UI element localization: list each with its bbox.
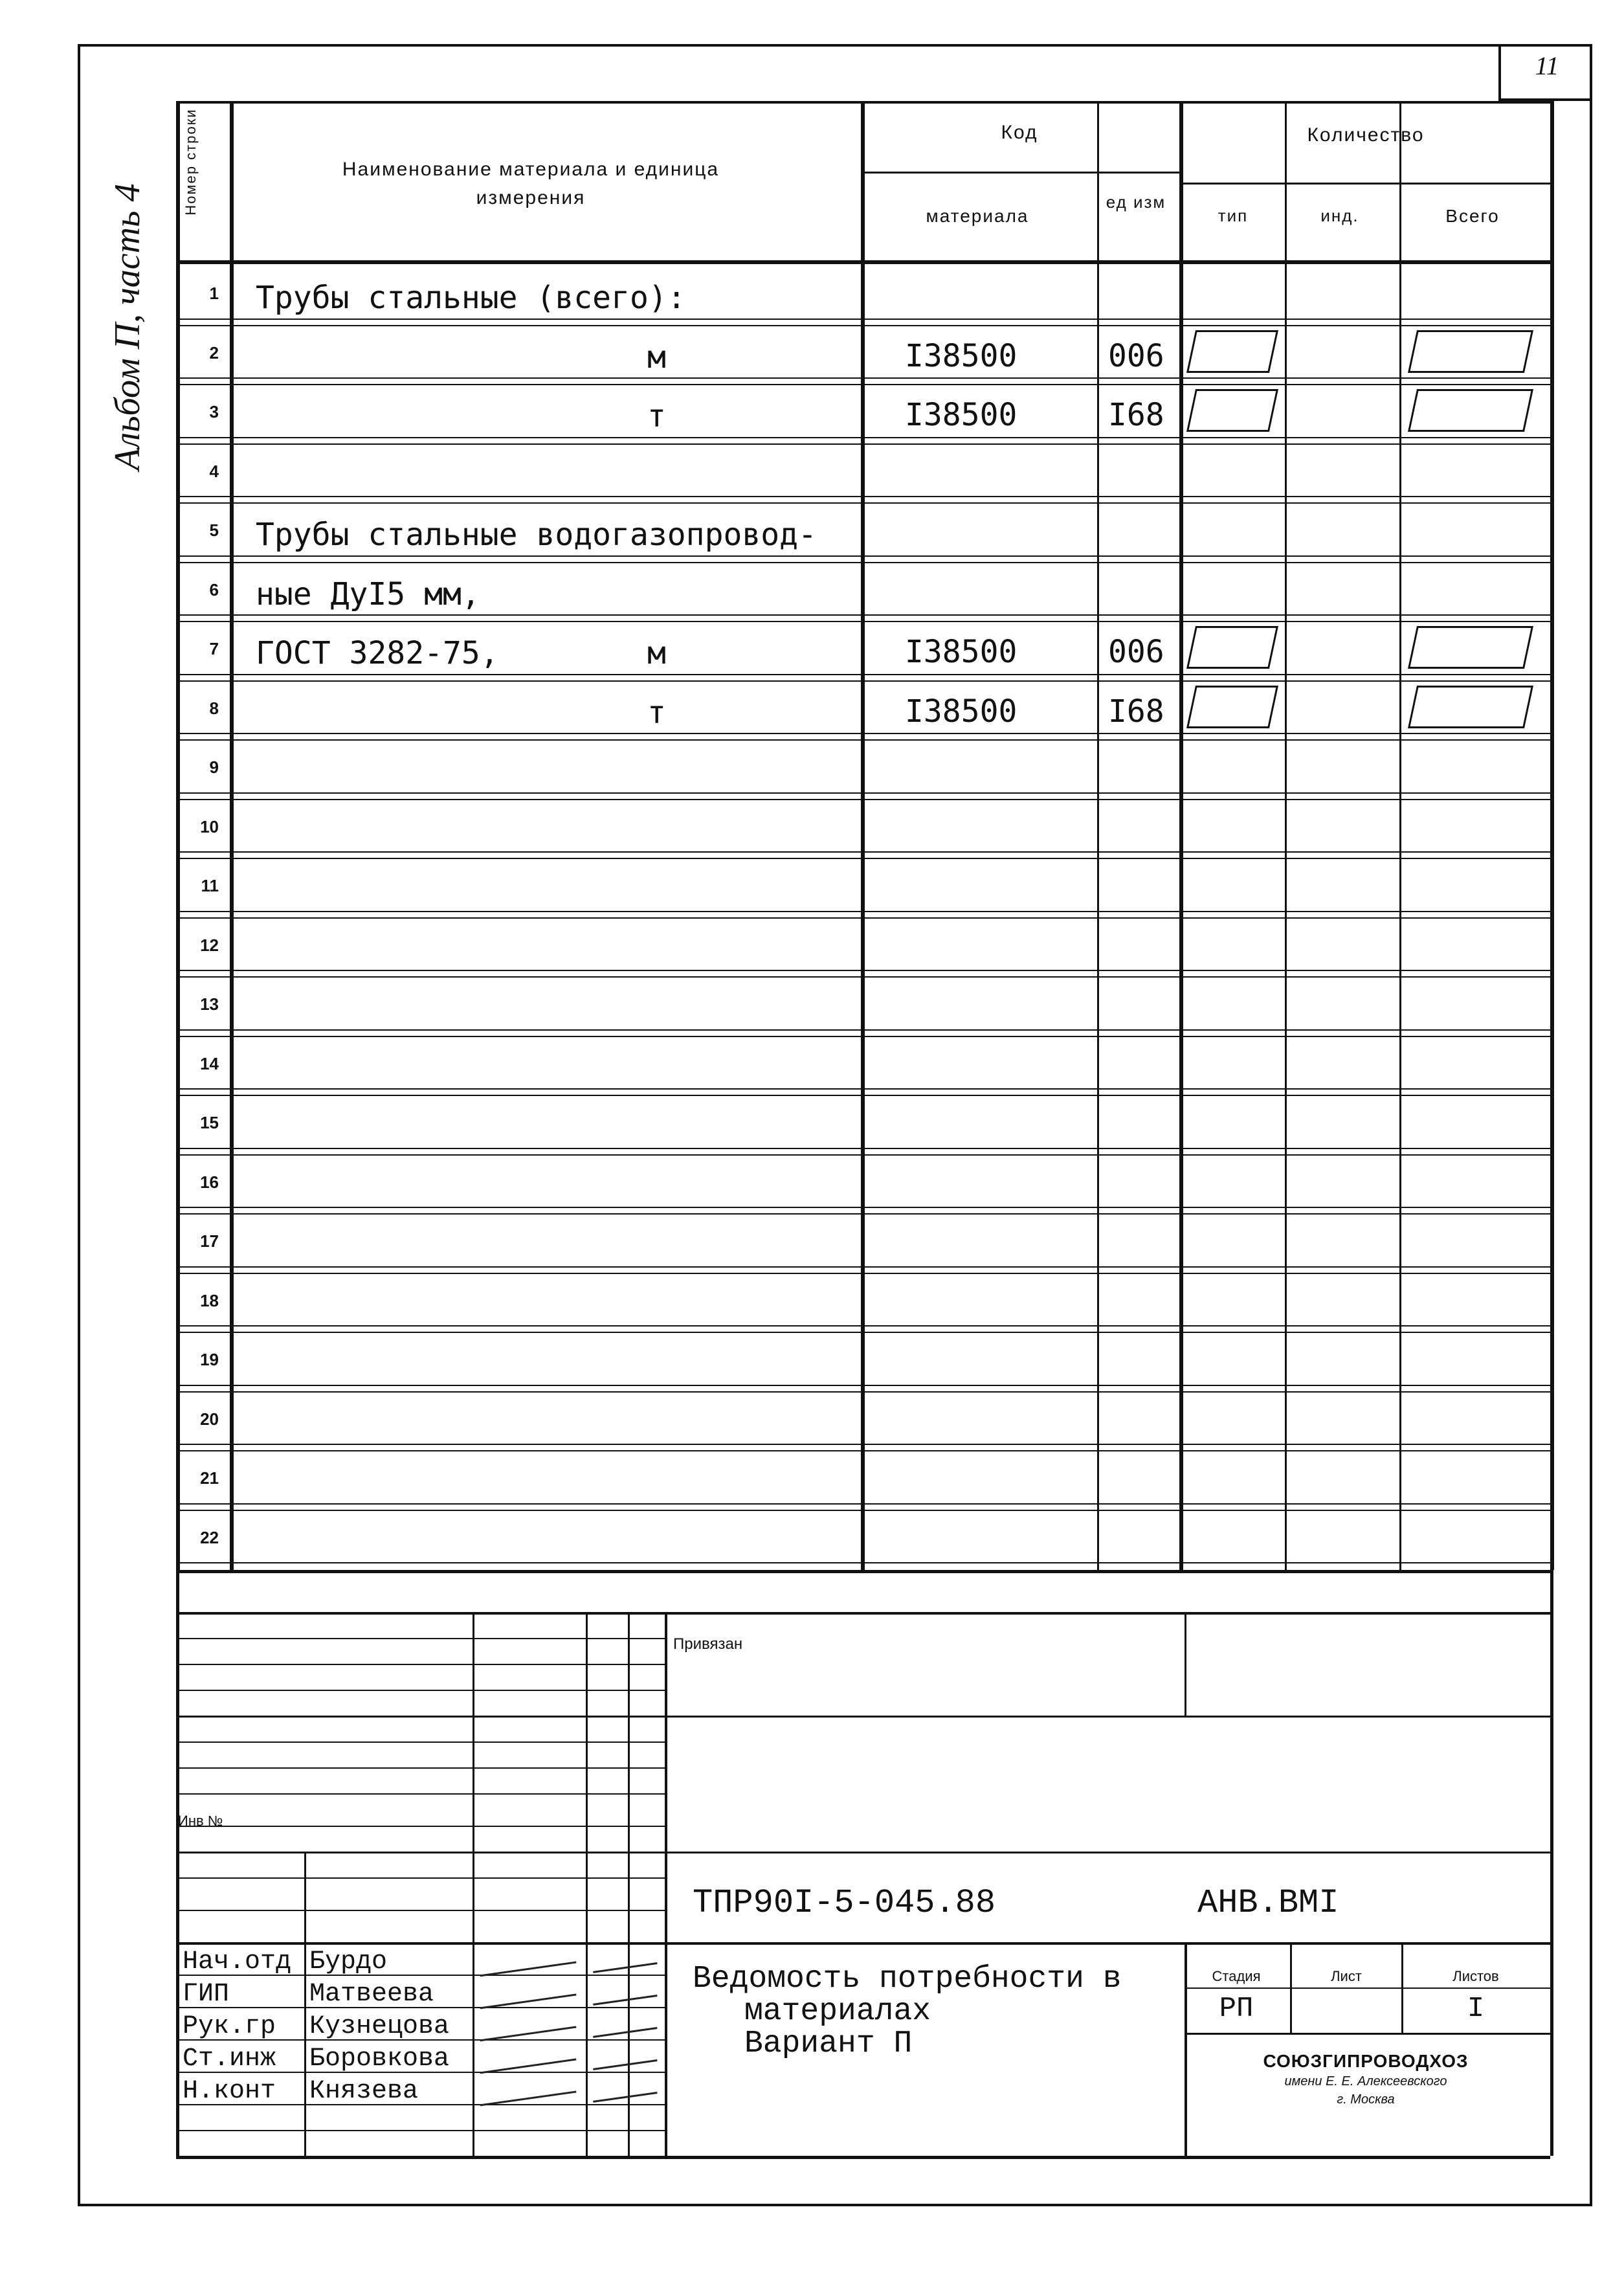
sheets-value: I (1467, 1993, 1485, 2025)
stage-value: РП (1219, 1993, 1254, 2025)
doc-code: ТПР90I-5-045.88 (693, 1884, 996, 1922)
row-unit-code: 006 (1108, 634, 1164, 670)
signatory-role: Н.конт (183, 2077, 276, 2106)
title-block-line (176, 1826, 665, 1827)
signatory-role: Рук.гр (183, 2012, 276, 2041)
row-number: 18 (200, 1290, 219, 1310)
table-row-line (176, 1266, 1550, 1268)
signatory-name: Кузнецова (309, 2012, 450, 2041)
doc-title-line-2: материалах (744, 1994, 931, 2029)
table-bottom-border (176, 1570, 1550, 1573)
title-block-line (1185, 1987, 1550, 1989)
table-column-line (1097, 101, 1099, 1570)
table-row-line (176, 437, 1550, 438)
qty-type-box[interactable] (1186, 330, 1278, 373)
row-number: 1 (209, 284, 219, 303)
row-unit-code: I68 (1108, 693, 1164, 730)
row-unit-code: 006 (1108, 337, 1164, 374)
row-number: 12 (200, 935, 219, 955)
doc-title-line-1: Ведомость потребности в (693, 1962, 1122, 1997)
row-unit-code: I68 (1108, 397, 1164, 433)
org-name: СОЮЗГИПРОВОДХОЗ (1263, 2051, 1469, 2071)
table-row-line (176, 1444, 1550, 1445)
row-number: 14 (200, 1053, 219, 1073)
table-column-line (1550, 101, 1554, 1570)
title-block-line (176, 2130, 665, 2131)
qty-total-box[interactable] (1408, 686, 1533, 728)
title-block-line (176, 1767, 665, 1769)
table-row-line (176, 1332, 1550, 1333)
row-number: 7 (209, 639, 219, 658)
header-name: Наименование материала и единица измерения (342, 159, 720, 208)
row-number: 9 (209, 757, 219, 777)
table-row-line (176, 1391, 1550, 1393)
table-column-line (1285, 101, 1287, 1570)
table-row-line (176, 1325, 1550, 1327)
title-block-line (665, 1612, 667, 2156)
title-block-line (176, 1638, 665, 1639)
table-row-line (176, 502, 1550, 504)
doc-title-line-3: Вариант П (744, 2026, 913, 2061)
table-row-line (176, 1385, 1550, 1386)
row-material-code: I38500 (905, 337, 1018, 374)
signatory-role: Нач.отд (183, 1947, 292, 1976)
table-row-line (176, 496, 1550, 497)
header-qty-total: Всего (1445, 206, 1500, 226)
header-qty-ind: инд. (1320, 206, 1359, 225)
row-number: 20 (200, 1409, 219, 1429)
inv-label: Инв № (178, 1813, 223, 1829)
qty-type-box[interactable] (1186, 389, 1278, 432)
header-row-number: Номер строки (183, 108, 199, 216)
table-row-line (176, 377, 1550, 379)
stage-label: Стадия (1212, 1968, 1261, 1984)
title-block-line (176, 1942, 1550, 1945)
table-row-line (176, 792, 1550, 794)
table-column-line (230, 101, 234, 1570)
table-row-line (176, 1088, 1550, 1090)
signatory-role: Ст.инж (183, 2044, 276, 2074)
signatory-role: ГИП (183, 1980, 230, 2009)
table-row-line (176, 917, 1550, 919)
table-column-line (1399, 101, 1401, 1570)
title-block-line (176, 1716, 1550, 1718)
qty-type-box[interactable] (1186, 626, 1278, 669)
table-row-line (176, 443, 1550, 445)
title-block-line (176, 1852, 1550, 1853)
row-unit-label: т (647, 694, 666, 731)
row-unit-label: м (647, 339, 666, 375)
title-block-line (176, 1910, 665, 1911)
table-row-line (176, 1450, 1550, 1451)
row-name: Трубы стальные водогазопровод- (256, 517, 817, 553)
row-name: ГОСТ 3282-75, (256, 635, 499, 671)
table-row-line (176, 555, 1550, 557)
table-row-line (176, 1036, 1550, 1037)
title-block-line (1290, 1942, 1292, 2033)
row-number: 10 (200, 816, 219, 836)
org-city: г. Москва (1337, 2092, 1395, 2107)
org-subtitle: имени Е. Е. Алексеевского (1284, 2074, 1447, 2088)
side-label: Альбом П, часть 4 (107, 183, 148, 471)
table-row-line (176, 621, 1550, 622)
table-row-line (176, 1148, 1550, 1149)
title-block-line (304, 1852, 306, 2156)
table-row-line (176, 739, 1550, 741)
row-number: 22 (200, 1527, 219, 1547)
table-row-line (176, 976, 1550, 978)
signatory-name: Матвеева (309, 1980, 434, 2009)
header-code-divider (861, 172, 1179, 174)
attached-label: Привязан (673, 1635, 743, 1653)
doc-suffix: АНВ.ВМI (1197, 1884, 1339, 1922)
row-material-code: I38500 (905, 397, 1018, 433)
title-block-line (176, 1877, 665, 1879)
title-block-line (473, 1612, 474, 2156)
table-row-line (176, 799, 1550, 800)
title-block-line (1401, 1942, 1403, 2033)
table-row-line (176, 614, 1550, 616)
sheet-label: Лист (1331, 1968, 1362, 1984)
table-row-line (176, 1154, 1550, 1156)
table-column-line (861, 101, 865, 1570)
row-number: 21 (200, 1468, 219, 1488)
sheets-label: Листов (1452, 1968, 1499, 1984)
table-column-line (1179, 101, 1183, 1570)
page-number: 11 (1535, 51, 1559, 80)
table-row-line (176, 733, 1550, 734)
header-code-material: материала (926, 206, 1029, 226)
table-row-line (176, 680, 1550, 682)
table-row-line (176, 851, 1550, 853)
qty-total-box[interactable] (1408, 626, 1533, 669)
signatory-name: Бурдо (309, 1947, 388, 1976)
table-row-line (176, 970, 1550, 971)
title-block-line (176, 1690, 665, 1691)
row-material-code: I38500 (905, 634, 1018, 670)
row-unit-label: т (647, 398, 666, 434)
title-block-bottom (176, 2156, 1550, 2159)
header-qty-divider (1179, 183, 1550, 185)
title-block-line (628, 1612, 630, 2156)
title-block-line (176, 1741, 665, 1743)
title-block-right (1550, 1570, 1553, 2156)
table-row-line (176, 1273, 1550, 1274)
row-material-code: I38500 (905, 693, 1018, 730)
title-block-line (1185, 2033, 1550, 2035)
table-row-line (176, 1510, 1550, 1511)
table-row-line (176, 1213, 1550, 1215)
table-row-line (176, 319, 1550, 320)
table-row-line (176, 858, 1550, 859)
qty-type-box[interactable] (1186, 686, 1278, 728)
signatory-name: Боровкова (309, 2044, 450, 2074)
title-block-line (176, 1793, 665, 1795)
row-number: 4 (209, 461, 219, 481)
table-row-line (176, 911, 1550, 912)
row-number: 13 (200, 994, 219, 1014)
header-code-unit: ед изм (1106, 192, 1166, 212)
row-number: 2 (209, 342, 219, 363)
table-row-line (176, 1095, 1550, 1096)
header-quantity: Количество (1307, 124, 1425, 146)
table-row-line (176, 384, 1550, 385)
table-row-line (176, 1503, 1550, 1505)
signatory-name: Князева (309, 2077, 419, 2106)
title-block-line (586, 1612, 588, 2156)
title-block-line (1185, 1612, 1186, 1716)
qty-total-box[interactable] (1408, 330, 1533, 373)
title-block-line (176, 1664, 665, 1665)
row-number: 15 (200, 1113, 219, 1132)
table-row-line (176, 325, 1550, 326)
table-row-line (176, 1029, 1550, 1031)
row-number: 5 (209, 521, 219, 540)
header-qty-type: тип (1218, 206, 1249, 225)
table-row-line (176, 1562, 1550, 1563)
row-name: Трубы стальные (всего): (256, 280, 686, 316)
row-unit-label: м (647, 635, 666, 671)
header-code: Код (1001, 122, 1038, 143)
row-name: ные ДуI5 мм, (256, 576, 480, 612)
row-number: 3 (209, 402, 219, 421)
row-number: 17 (200, 1231, 219, 1251)
row-number: 11 (201, 876, 219, 895)
table-row-line (176, 562, 1550, 563)
title-block-left (176, 1570, 179, 2156)
row-number: 6 (209, 579, 219, 599)
qty-total-box[interactable] (1408, 389, 1533, 432)
row-number: 16 (200, 1172, 219, 1192)
row-number: 19 (200, 1350, 219, 1369)
row-number: 8 (209, 698, 219, 718)
table-row-line (176, 1207, 1550, 1208)
table-row-line (176, 674, 1550, 675)
title-block-line (176, 1612, 1550, 1615)
